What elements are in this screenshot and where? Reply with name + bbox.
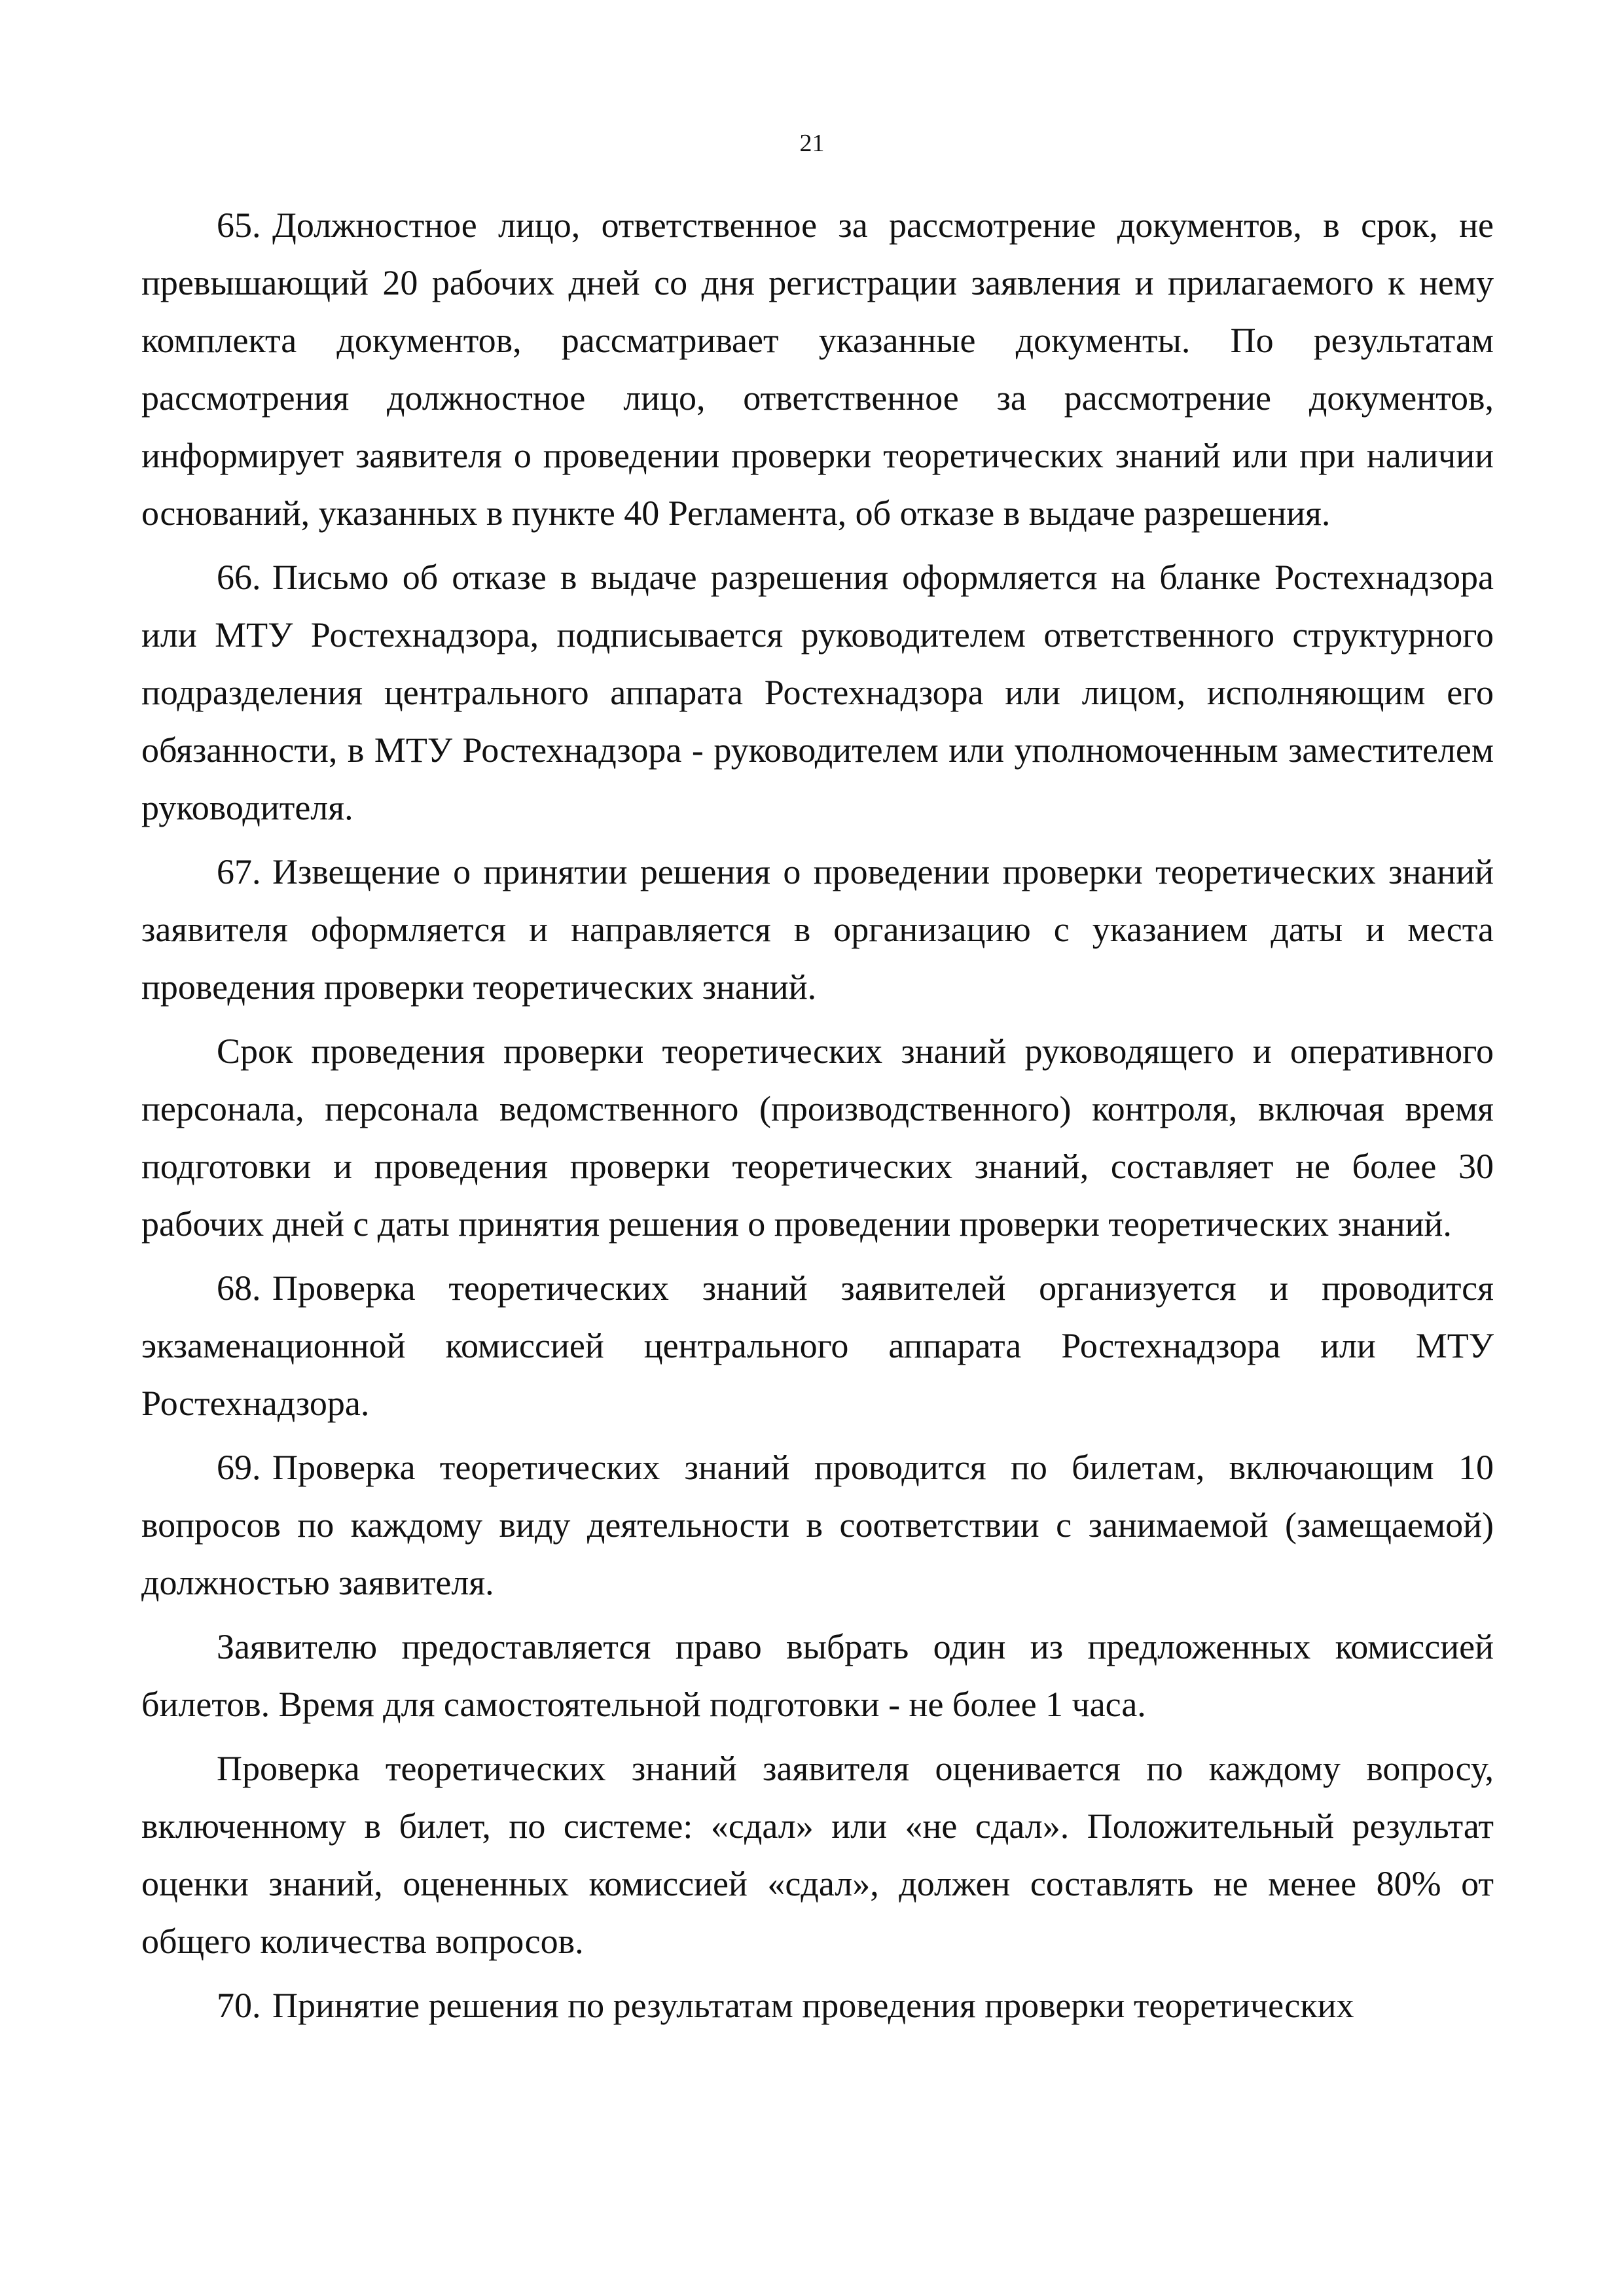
paragraph-text: Письмо об отказе в выдаче разрешения оформляется на бланке Ростехнадзора или МТУ Ростехнадзора, подписывается руководителем ответственного структурного подразделения центрального аппарата Ростехнадзора или лицом, исполняющим его обязанности, в МТУ Ростехнадзора - руководителем или уполномоченным заместителем руководителя. — [141, 558, 1494, 827]
paragraph-69 — [141, 1439, 1494, 1611]
paragraph-number: 65. — [217, 206, 261, 245]
paragraph-text: Проверка теоретических знаний заявителя оценивается по каждому вопросу, включенному в билет, по системе: «сдал» или «не сдал». Положительный результат оценки знаний, оцененных комиссией «сдал», должен составлять не менее 80% от общего количества вопросов. — [141, 1749, 1494, 1961]
document-body — [141, 196, 1494, 2034]
paragraph-65 — [141, 196, 1494, 542]
paragraph-70 — [141, 1977, 1494, 2034]
page-number: 21 — [799, 130, 825, 157]
paragraph-text: Извещение о принятии решения о проведении проверки теоретических знаний заявителя оформляется и направляется в организацию с указанием даты и места проведения проверки теоретических знаний. — [141, 852, 1494, 1007]
paragraph-69-ticket-choice — [141, 1618, 1494, 1733]
paragraph-text: Заявителю предоставляется право выбрать один из предложенных комиссией билетов. Время для самостоятельной подготовки - не более 1 часа. — [141, 1627, 1494, 1724]
paragraph-67 — [141, 843, 1494, 1016]
paragraph-number: 66. — [217, 558, 261, 597]
paragraph-text: Должностное лицо, ответственное за рассмотрение документов, в срок, не превышающий 20 рабочих дней со дня регистрации заявления и прилагаемого к нему комплекта документов, рассматривает указанные документы. По результатам рассмотрения должностное лицо, ответственное за рассмотрение документов, информирует заявителя о проведении проверки теоретических знаний или при наличии оснований, указанных в пункте 40 Регламента, об отказе в выдаче разрешения. — [141, 206, 1494, 533]
paragraph-text: Принятие решения по результатам проведения проверки теоретических — [272, 1986, 1354, 2025]
paragraph-66 — [141, 548, 1494, 836]
paragraph-68 — [141, 1259, 1494, 1432]
paragraph-number: 70. — [217, 1986, 261, 2025]
paragraph-text: Проверка теоретических знаний проводится по билетам, включающим 10 вопросов по каждому виду деятельности в соответствии с занимаемой (замещаемой) должностью заявителя. — [141, 1448, 1494, 1602]
paragraph-number: 69. — [217, 1448, 261, 1487]
paragraph-number: 68. — [217, 1268, 261, 1308]
paragraph-69-evaluation — [141, 1740, 1494, 1970]
paragraph-text: Проверка теоретических знаний заявителей организуется и проводится экзаменационной комиссией центрального аппарата Ростехнадзора или МТУ Ростехнадзора. — [141, 1268, 1494, 1423]
paragraph-67-term — [141, 1022, 1494, 1253]
paragraph-number: 67. — [217, 852, 261, 891]
paragraph-text: Срок проведения проверки теоретических знаний руководящего и оперативного персонала, персонала ведомственного (производственного) контроля, включая время подготовки и проведения проверки теоретических знаний, составляет не более 30 рабочих дней с даты принятия решения о проведении проверки теоретических знаний. — [141, 1031, 1494, 1244]
